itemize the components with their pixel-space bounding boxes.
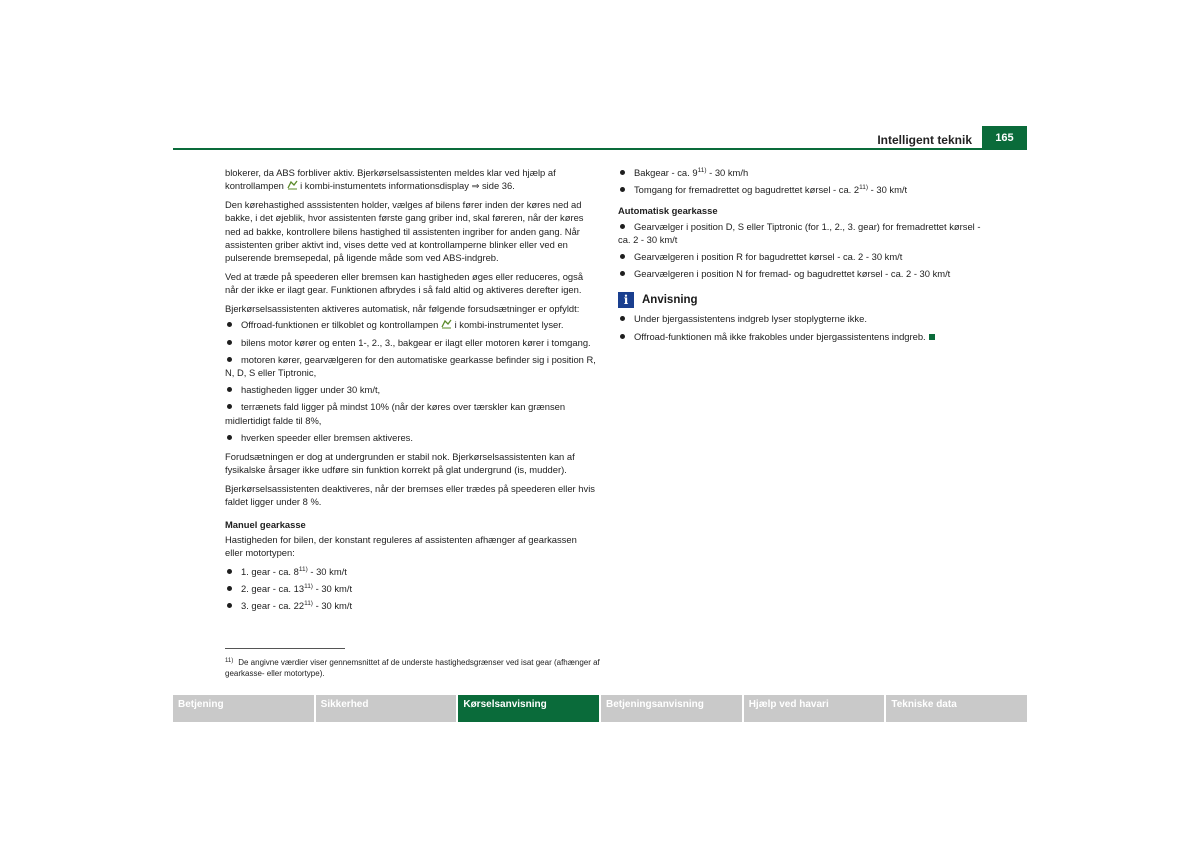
manual-gearbox-heading: Manuel gearkasse	[225, 518, 306, 530]
list-item: hastigheden ligger under 30 km/t,	[225, 383, 597, 396]
tab-korselsanvisning[interactable]: Kørselsanvisning	[458, 695, 599, 722]
paragraph: Hastigheden for bilen, der konstant reguleres af assistenten afhænger af gearkassen eller motortypen:	[225, 533, 577, 559]
list-item: Gearvælger i position D, S eller Tiptronic (for 1., 2., 3. gear) for fremadrettet kørsel - ca. 2 - 30 km/t	[618, 220, 990, 246]
paragraph: Bjerkørselsassistenten deaktiveres, når der bremses eller trædes på speederen eller hvis faldet ligger under 8 %.	[225, 483, 595, 508]
list-item: Gearvælgeren i position N for fremad- og bagudrettet kørsel - ca. 2 - 30 km/t	[618, 267, 990, 280]
list-item: 2. gear - ca. 13$^{11)}$ - 30 km/t	[225, 582, 597, 595]
list-item	[225, 318, 597, 331]
list-item: Bakgear - ca. 9$^{11)}$ - 30 km/h	[618, 166, 990, 179]
note-title: Anvisning	[642, 293, 698, 306]
footnote-text: De angivne værdier viser gennemsnittet af de underste hastighedsgrænser ved isat gear (afhænger af gearkasse- eller motortype).	[225, 658, 600, 678]
list-item: motoren kører, gearvælgeren for den automatiske gearkasse befinder sig i position R, N, D, S eller Tiptronic,	[225, 353, 596, 379]
list-item: bilens motor kører og enten 1-, 2., 3., bakgear er ilagt eller motoren kører i tomgang.	[225, 336, 597, 349]
list-item: Tomgang for fremadrettet og bagudrettet kørsel - ca. 2$^{11)}$ - 30 km/t	[618, 183, 990, 196]
list-item-text: i kombi-instrumentet lyser.	[454, 319, 564, 331]
end-of-section-icon	[929, 334, 935, 340]
offroad-lamp-icon	[441, 319, 452, 329]
tab-betjening[interactable]: Betjening	[173, 695, 314, 722]
paragraph-text: i kombi-instumentets informationsdisplay ⇒ side 36.	[300, 180, 515, 192]
paragraph: Bjerkørselsassistenten aktiveres automatisk, når følgende forsudsætninger er opfyldt:	[225, 303, 580, 315]
paragraph: Ved at træde på speederen eller bremsen kan hastigheden øges eller reduceres, også når der ikke er ilagt gear. Funktionen afbrydes i så fald altid og aktiveres derefter igen.	[225, 271, 584, 296]
tab-tekniske-data[interactable]: Tekniske data	[886, 695, 1027, 722]
info-icon: i	[618, 292, 634, 308]
footnote-rule	[225, 648, 345, 649]
list-item: terrænets fald ligger på mindst 10% (når der køres over tærskler kan grænsen midlertidigt falde til 8%,	[225, 400, 597, 426]
left-column	[225, 166, 597, 617]
footnote-number: 11)	[225, 658, 234, 664]
list-item: hverken speeder eller bremsen aktiveres.	[225, 431, 597, 444]
section-title: Intelligent teknik	[877, 133, 972, 147]
chapter-tabs	[173, 695, 1027, 722]
footnote	[225, 656, 600, 679]
tab-sikkerhed[interactable]: Sikkerhed	[316, 695, 457, 722]
list-item: 1. gear - ca. 8$^{11)}$ - 30 km/t	[225, 565, 597, 578]
paragraph-text: blokerer, da ABS forbliver aktiv. Bjerkørselsassistenten meldes klar ved hjælp af kontrollampen	[225, 167, 556, 192]
right-column	[618, 166, 990, 347]
offroad-lamp-icon	[287, 180, 298, 190]
list-item-text: Offroad-funktionen er tilkoblet og kontrollampen	[241, 319, 439, 331]
tab-betjeningsanvisning[interactable]: Betjeningsanvisning	[601, 695, 742, 722]
tab-hjaelp-ved-havari[interactable]: Hjælp ved havari	[744, 695, 885, 722]
page-number: 165	[982, 126, 1027, 149]
list-item: 3. gear - ca. 22$^{11)}$ - 30 km/t	[225, 599, 597, 612]
paragraph	[225, 166, 597, 192]
paragraph: Den kørehastighed asssistenten holder, vælges af bilens fører inden der køres ned ad bakke, i det øjeblik, hvor assistenten første gang griber ind, skal føreren, når der køres ned ad bakke, kontrollere bilens hastighed til assistenten ingriber for anden gang. Når assistenten griber aktivt ind, vises dette ved at kontrollamperne blinker eller ved en pulserende bremsepedal, på ligende måde som ved ABS-indgreb.	[225, 199, 584, 264]
paragraph: Forudsætningen er dog at undergrunden er stabil nok. Bjerkørselsassistenten kan af fysikalske årsager ikke udføre sin funktion korrekt på glat undergrund (is, mudder).	[225, 451, 575, 476]
list-item: Under bjergassistentens indgreb lyser stoplygterne ikke.	[618, 312, 990, 325]
note-header	[618, 292, 990, 308]
list-item: Offroad-funktionen må ikke frakobles under bjergassistentens indgreb.	[618, 330, 990, 343]
automatic-gearbox-heading: Automatisk gearkasse	[618, 205, 718, 217]
header-rule	[173, 148, 1027, 150]
list-item: Gearvælgeren i position R for bagudrettet kørsel - ca. 2 - 30 km/t	[618, 250, 990, 263]
